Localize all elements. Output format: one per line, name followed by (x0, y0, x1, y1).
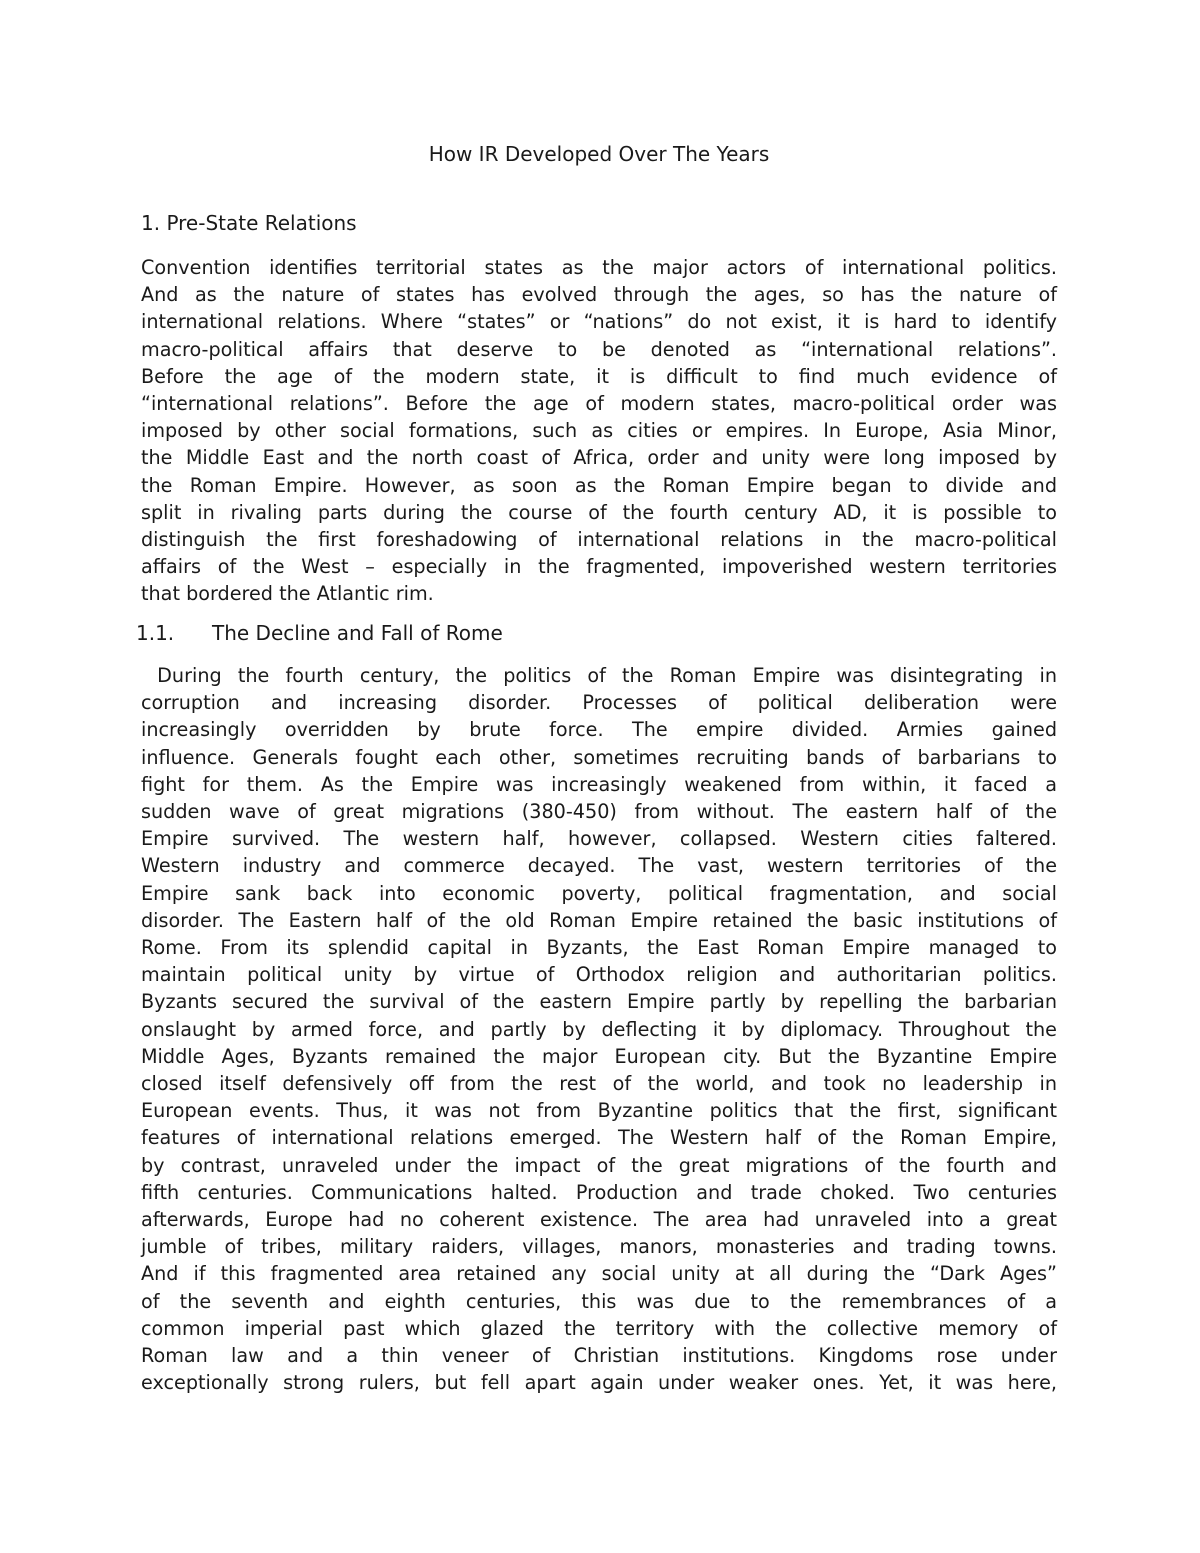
paragraph-line: maintain political unity by virtue of Orthodox religion and authoritarian politics. (141, 963, 1057, 987)
paragraph-line: distinguish the first foreshadowing of international relations in the macro-political (141, 528, 1057, 552)
paragraph-line: influence. Generals fought each other, sometimes recruiting bands of barbarians to (141, 745, 1057, 769)
paragraph-line: imposed by other social formations, such as cities or empires. In Europe, Asia Minor, (141, 419, 1057, 443)
section-heading-text: The Decline and Fall of Rome (212, 621, 503, 645)
paragraph-line: afterwards, Europe had no coherent existence. The area had unraveled into a great (141, 1208, 1057, 1232)
paragraph-line: Byzants secured the survival of the eastern Empire partly by repelling the barbarian (141, 990, 1057, 1014)
section-number: 1.1. (136, 621, 175, 645)
paragraph-line: Convention identifies territorial states as the major actors of international politics. (141, 256, 1057, 279)
paragraph-line: features of international relations emerged. The Western half of the Roman Empire, (141, 1126, 1057, 1150)
section-heading-decline-and-fall (136, 620, 503, 646)
paragraph-line: onslaught by armed force, and partly by deflecting it by diplomacy. Throughout the (141, 1017, 1057, 1041)
paragraph-line: Empire sank back into economic poverty, political fragmentation, and social (141, 881, 1057, 905)
paragraph-line: that bordered the Atlantic rim. (141, 582, 434, 606)
section-paragraph-pre-state-relations (141, 254, 1057, 608)
paragraph-line: fifth centuries. Communications halted. Production and trade choked. Two centuries (141, 1180, 1057, 1204)
paragraph-line: disorder. The Eastern half of the old Roman Empire retained the basic institutions of (141, 908, 1057, 932)
document-title: How IR Developed Over The Years (428, 142, 770, 166)
paragraph-line: common imperial past which glazed the territory with the collective memory of (141, 1316, 1057, 1340)
paragraph-line: by contrast, unraveled under the impact of the great migrations of the fourth and (141, 1153, 1057, 1177)
paragraph-line: Roman law and a thin veneer of Christian institutions. Kingdoms rose under (141, 1344, 1057, 1368)
paragraph-line: split in rivaling parts during the course of the fourth century AD, it is possible to (141, 500, 1057, 524)
paragraph-line: corruption and increasing disorder. Processes of political deliberation were (141, 691, 1057, 715)
paragraph-line: jumble of tribes, military raiders, villages, manors, monasteries and trading towns. (141, 1235, 1057, 1259)
paragraph-line: closed itself defensively off from the rest of the world, and took no leadership in (141, 1072, 1057, 1096)
paragraph-line: During the fourth century, the politics of the Roman Empire was disintegrating in (141, 664, 1057, 687)
paragraph-line: Empire survived. The western half, however, collapsed. Western cities faltered. (141, 827, 1057, 851)
paragraph-line: sudden wave of great migrations (380-450) from without. The eastern half of the (141, 800, 1057, 824)
paragraph-line: the Roman Empire. However, as soon as the Roman Empire began to divide and (141, 473, 1057, 497)
paragraph-line: “international relations”. Before the age of modern states, macro-political order was (141, 392, 1057, 416)
paragraph-line: affairs of the West – especially in the fragmented, impoverished western territories (141, 555, 1057, 579)
section-paragraph-decline-and-fall (141, 662, 1057, 1396)
section-heading-pre-state-relations: 1. Pre-State Relations (141, 211, 357, 235)
paragraph-line: Western industry and commerce decayed. The vast, western territories of the (141, 854, 1057, 878)
paragraph-line: Rome. From its splendid capital in Byzants, the East Roman Empire managed to (141, 936, 1057, 960)
paragraph-line: fight for them. As the Empire was increasingly weakened from within, it faced a (141, 772, 1057, 796)
paragraph-line: of the seventh and eighth centuries, this was due to the remembrances of a (141, 1289, 1057, 1313)
paragraph-line: increasingly overridden by brute force. The empire divided. Armies gained (141, 718, 1057, 742)
paragraph-line: macro-political affairs that deserve to be denoted as “international relations”. (141, 337, 1057, 361)
paragraph-line: exceptionally strong rulers, but fell apart again under weaker ones. Yet, it was here, (141, 1371, 1057, 1395)
paragraph-line: European events. Thus, it was not from Byzantine politics that the first, significant (141, 1099, 1057, 1123)
paragraph-line: the Middle East and the north coast of Africa, order and unity were long imposed by (141, 446, 1057, 470)
paragraph-line: Middle Ages, Byzants remained the major European city. But the Byzantine Empire (141, 1044, 1057, 1068)
paragraph-line: And if this fragmented area retained any social unity at all during the “Dark Ages” (141, 1262, 1057, 1286)
paragraph-line: Before the age of the modern state, it is difficult to find much evidence of (141, 364, 1057, 388)
paragraph-line: And as the nature of states has evolved through the ages, so has the nature of (141, 283, 1057, 307)
paragraph-line: international relations. Where “states” or “nations” do not exist, it is hard to identify (141, 310, 1057, 334)
